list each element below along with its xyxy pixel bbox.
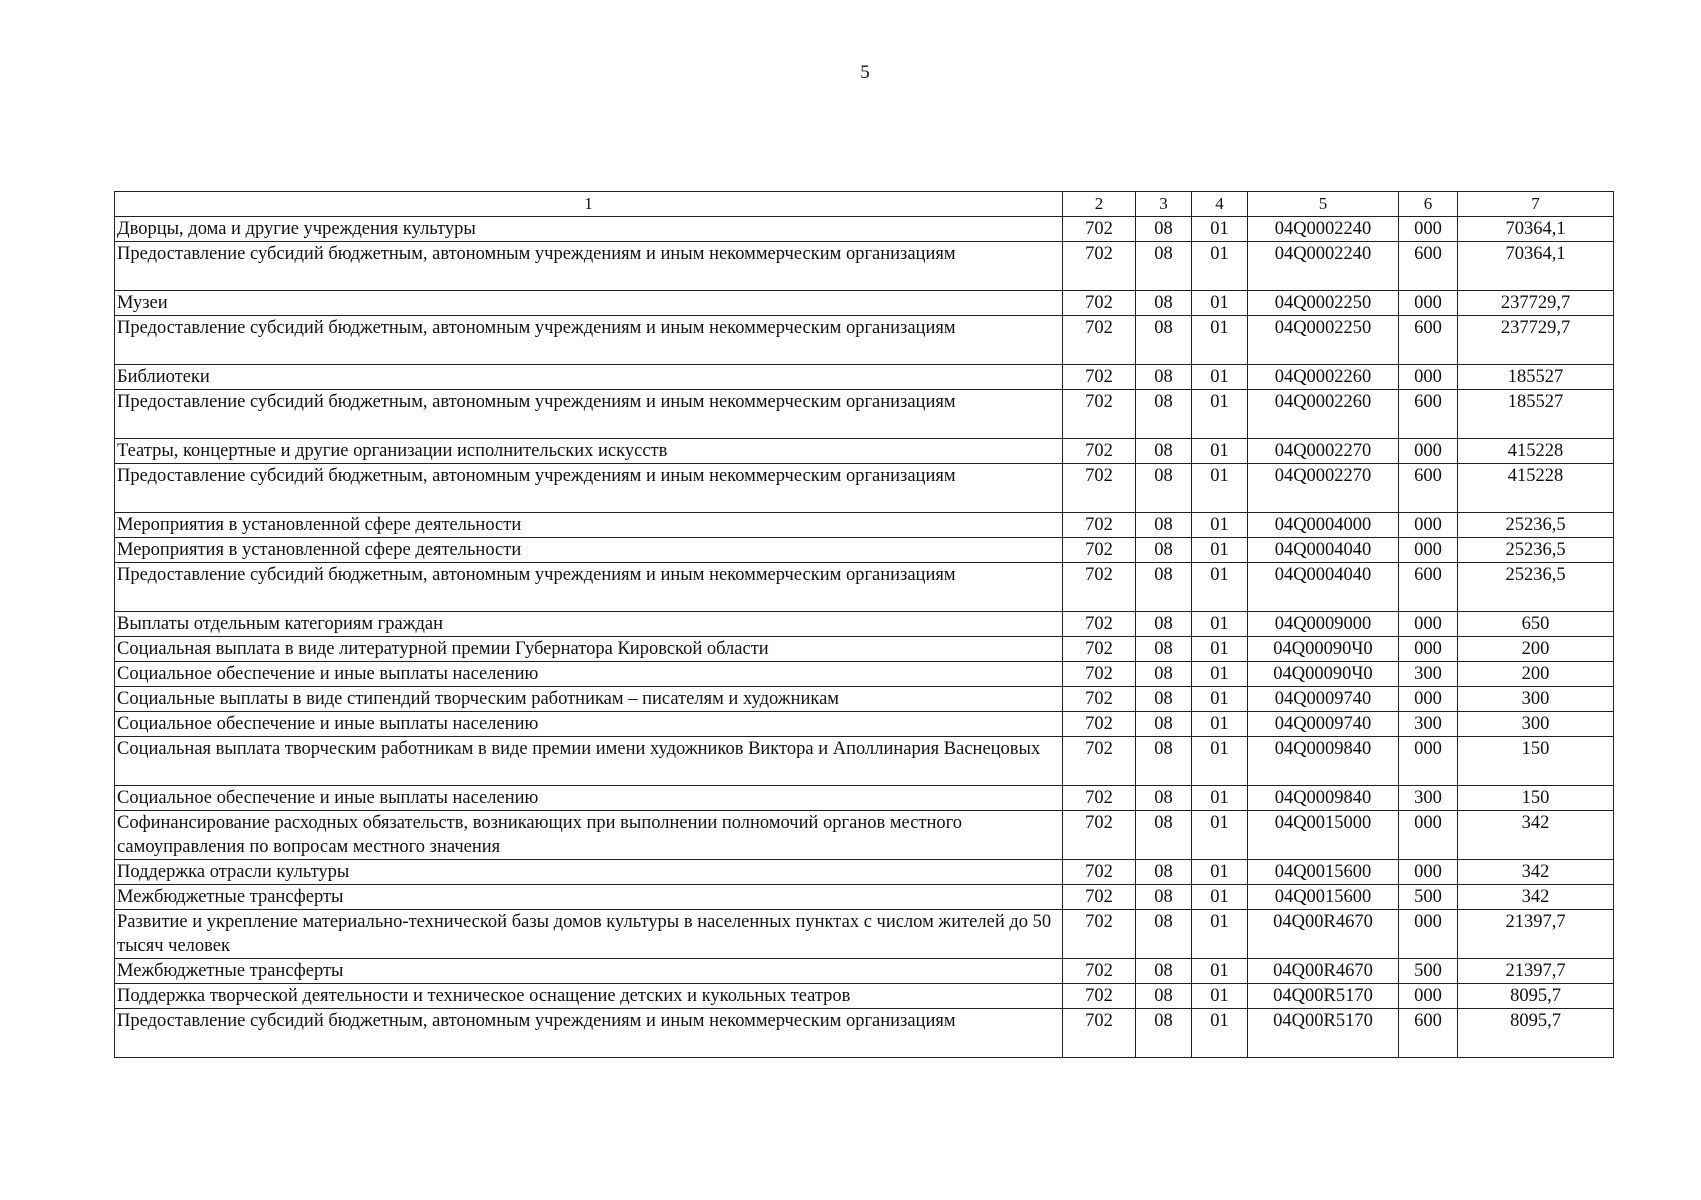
page-number: 5 <box>860 62 870 83</box>
header-cell: 3 <box>1136 192 1192 217</box>
amount-cell: 237729,7 <box>1458 316 1614 365</box>
table-row <box>115 662 1614 687</box>
expense-type-cell: 600 <box>1399 563 1458 612</box>
amount-cell: 70364,1 <box>1458 242 1614 291</box>
target-article-cell: 04Q0004040 <box>1248 563 1399 612</box>
item-name-cell: Поддержка отрасли культуры <box>115 860 1063 885</box>
amount-cell: 25236,5 <box>1458 563 1614 612</box>
ministry-code-cell: 702 <box>1063 687 1136 712</box>
section-code-cell: 08 <box>1136 563 1192 612</box>
table-row <box>115 786 1614 811</box>
ministry-code-cell: 702 <box>1063 737 1136 786</box>
expense-type-cell: 600 <box>1399 390 1458 439</box>
target-article-cell: 04Q00090Ч0 <box>1248 637 1399 662</box>
item-name-cell: Дворцы, дома и другие учреждения культуры <box>115 217 1063 242</box>
table-row <box>115 291 1614 316</box>
section-code-cell: 08 <box>1136 860 1192 885</box>
item-name-cell: Социальное обеспечение и иные выплаты населению <box>115 786 1063 811</box>
amount-cell: 21397,7 <box>1458 959 1614 984</box>
ministry-code-cell: 702 <box>1063 860 1136 885</box>
table-row <box>115 217 1614 242</box>
expense-type-cell: 000 <box>1399 687 1458 712</box>
target-article-cell: 04Q00090Ч0 <box>1248 662 1399 687</box>
ministry-code-cell: 702 <box>1063 563 1136 612</box>
ministry-code-cell: 702 <box>1063 538 1136 563</box>
amount-cell: 21397,7 <box>1458 910 1614 959</box>
target-article-cell: 04Q0009840 <box>1248 786 1399 811</box>
expense-type-cell: 500 <box>1399 885 1458 910</box>
item-name-cell: Мероприятия в установленной сфере деятельности <box>115 538 1063 563</box>
section-code-cell: 08 <box>1136 242 1192 291</box>
subsection-code-cell: 01 <box>1192 390 1248 439</box>
table-row <box>115 637 1614 662</box>
table-row <box>115 860 1614 885</box>
amount-cell: 8095,7 <box>1458 1009 1614 1058</box>
subsection-code-cell: 01 <box>1192 687 1248 712</box>
section-code-cell: 08 <box>1136 786 1192 811</box>
item-name-cell: Социальные выплаты в виде стипендий творческим работникам – писателям и художникам <box>115 687 1063 712</box>
table-row <box>115 316 1614 365</box>
target-article-cell: 04Q0002250 <box>1248 291 1399 316</box>
expense-type-cell: 000 <box>1399 984 1458 1009</box>
subsection-code-cell: 01 <box>1192 737 1248 786</box>
table-row <box>115 365 1614 390</box>
table-row <box>115 242 1614 291</box>
target-article-cell: 04Q0002240 <box>1248 217 1399 242</box>
amount-cell: 25236,5 <box>1458 513 1614 538</box>
ministry-code-cell: 702 <box>1063 910 1136 959</box>
item-name-cell: Музеи <box>115 291 1063 316</box>
item-name-cell: Библиотеки <box>115 365 1063 390</box>
table-header-row <box>115 192 1614 217</box>
subsection-code-cell: 01 <box>1192 439 1248 464</box>
item-name-cell: Развитие и укрепление материально-технической базы домов культуры в населенных пунктах с числом жителей до 50 тысяч человек <box>115 910 1063 959</box>
ministry-code-cell: 702 <box>1063 316 1136 365</box>
amount-cell: 8095,7 <box>1458 984 1614 1009</box>
subsection-code-cell: 01 <box>1192 612 1248 637</box>
amount-cell: 185527 <box>1458 365 1614 390</box>
table-row <box>115 612 1614 637</box>
amount-cell: 342 <box>1458 811 1614 860</box>
item-name-cell: Поддержка творческой деятельности и техническое оснащение детских и кукольных театров <box>115 984 1063 1009</box>
target-article-cell: 04Q0004000 <box>1248 513 1399 538</box>
amount-cell: 200 <box>1458 637 1614 662</box>
section-code-cell: 08 <box>1136 712 1192 737</box>
ministry-code-cell: 702 <box>1063 464 1136 513</box>
amount-cell: 342 <box>1458 860 1614 885</box>
section-code-cell: 08 <box>1136 464 1192 513</box>
budget-table <box>114 191 1614 1058</box>
subsection-code-cell: 01 <box>1192 538 1248 563</box>
table-row <box>115 885 1614 910</box>
item-name-cell: Предоставление субсидий бюджетным, автономным учреждениям и иным некоммерческим организациям <box>115 464 1063 513</box>
expense-type-cell: 300 <box>1399 662 1458 687</box>
subsection-code-cell: 01 <box>1192 563 1248 612</box>
header-cell: 1 <box>115 192 1063 217</box>
target-article-cell: 04Q00R4670 <box>1248 959 1399 984</box>
section-code-cell: 08 <box>1136 984 1192 1009</box>
section-code-cell: 08 <box>1136 637 1192 662</box>
section-code-cell: 08 <box>1136 737 1192 786</box>
item-name-cell: Мероприятия в установленной сфере деятельности <box>115 513 1063 538</box>
subsection-code-cell: 01 <box>1192 316 1248 365</box>
target-article-cell: 04Q0009000 <box>1248 612 1399 637</box>
expense-type-cell: 600 <box>1399 316 1458 365</box>
ministry-code-cell: 702 <box>1063 811 1136 860</box>
ministry-code-cell: 702 <box>1063 637 1136 662</box>
table-row <box>115 538 1614 563</box>
ministry-code-cell: 702 <box>1063 662 1136 687</box>
section-code-cell: 08 <box>1136 1009 1192 1058</box>
table-row <box>115 959 1614 984</box>
ministry-code-cell: 702 <box>1063 612 1136 637</box>
target-article-cell: 04Q0002270 <box>1248 439 1399 464</box>
item-name-cell: Театры, концертные и другие организации исполнительских искусств <box>115 439 1063 464</box>
amount-cell: 25236,5 <box>1458 538 1614 563</box>
expense-type-cell: 000 <box>1399 439 1458 464</box>
section-code-cell: 08 <box>1136 662 1192 687</box>
amount-cell: 300 <box>1458 712 1614 737</box>
item-name-cell: Предоставление субсидий бюджетным, автономным учреждениям и иным некоммерческим организациям <box>115 242 1063 291</box>
ministry-code-cell: 702 <box>1063 217 1136 242</box>
item-name-cell: Предоставление субсидий бюджетным, автономным учреждениям и иным некоммерческим организациям <box>115 390 1063 439</box>
amount-cell: 150 <box>1458 737 1614 786</box>
expense-type-cell: 000 <box>1399 612 1458 637</box>
subsection-code-cell: 01 <box>1192 637 1248 662</box>
subsection-code-cell: 01 <box>1192 242 1248 291</box>
subsection-code-cell: 01 <box>1192 860 1248 885</box>
expense-type-cell: 000 <box>1399 910 1458 959</box>
target-article-cell: 04Q0004040 <box>1248 538 1399 563</box>
section-code-cell: 08 <box>1136 811 1192 860</box>
expense-type-cell: 000 <box>1399 637 1458 662</box>
header-cell: 4 <box>1192 192 1248 217</box>
target-article-cell: 04Q0002260 <box>1248 390 1399 439</box>
ministry-code-cell: 702 <box>1063 390 1136 439</box>
subsection-code-cell: 01 <box>1192 959 1248 984</box>
target-article-cell: 04Q0009840 <box>1248 737 1399 786</box>
section-code-cell: 08 <box>1136 439 1192 464</box>
subsection-code-cell: 01 <box>1192 662 1248 687</box>
item-name-cell: Предоставление субсидий бюджетным, автономным учреждениям и иным некоммерческим организациям <box>115 563 1063 612</box>
item-name-cell: Межбюджетные трансферты <box>115 885 1063 910</box>
item-name-cell: Социальная выплата творческим работникам в виде премии имени художников Виктора и Аполлинария Васнецовых <box>115 737 1063 786</box>
section-code-cell: 08 <box>1136 291 1192 316</box>
table-row <box>115 712 1614 737</box>
ministry-code-cell: 702 <box>1063 439 1136 464</box>
subsection-code-cell: 01 <box>1192 786 1248 811</box>
table-row <box>115 513 1614 538</box>
header-cell: 5 <box>1248 192 1399 217</box>
section-code-cell: 08 <box>1136 959 1192 984</box>
subsection-code-cell: 01 <box>1192 365 1248 390</box>
expense-type-cell: 300 <box>1399 786 1458 811</box>
item-name-cell: Межбюджетные трансферты <box>115 959 1063 984</box>
expense-type-cell: 000 <box>1399 513 1458 538</box>
table-row <box>115 984 1614 1009</box>
amount-cell: 200 <box>1458 662 1614 687</box>
expense-type-cell: 600 <box>1399 1009 1458 1058</box>
ministry-code-cell: 702 <box>1063 291 1136 316</box>
expense-type-cell: 000 <box>1399 860 1458 885</box>
ministry-code-cell: 702 <box>1063 959 1136 984</box>
section-code-cell: 08 <box>1136 687 1192 712</box>
item-name-cell: Социальное обеспечение и иные выплаты населению <box>115 712 1063 737</box>
section-code-cell: 08 <box>1136 538 1192 563</box>
amount-cell: 70364,1 <box>1458 217 1614 242</box>
amount-cell: 342 <box>1458 885 1614 910</box>
header-cell: 7 <box>1458 192 1614 217</box>
expense-type-cell: 000 <box>1399 217 1458 242</box>
section-code-cell: 08 <box>1136 316 1192 365</box>
expense-type-cell: 000 <box>1399 365 1458 390</box>
target-article-cell: 04Q0009740 <box>1248 712 1399 737</box>
section-code-cell: 08 <box>1136 365 1192 390</box>
section-code-cell: 08 <box>1136 513 1192 538</box>
target-article-cell: 04Q0002270 <box>1248 464 1399 513</box>
ministry-code-cell: 702 <box>1063 712 1136 737</box>
subsection-code-cell: 01 <box>1192 712 1248 737</box>
table-row <box>115 687 1614 712</box>
expense-type-cell: 300 <box>1399 712 1458 737</box>
item-name-cell: Предоставление субсидий бюджетным, автономным учреждениям и иным некоммерческим организациям <box>115 1009 1063 1058</box>
item-name-cell: Социальная выплата в виде литературной премии Губернатора Кировской области <box>115 637 1063 662</box>
section-code-cell: 08 <box>1136 217 1192 242</box>
table-row <box>115 737 1614 786</box>
table-row <box>115 390 1614 439</box>
subsection-code-cell: 01 <box>1192 464 1248 513</box>
item-name-cell: Предоставление субсидий бюджетным, автономным учреждениям и иным некоммерческим организациям <box>115 316 1063 365</box>
table-row <box>115 439 1614 464</box>
target-article-cell: 04Q00R5170 <box>1248 1009 1399 1058</box>
target-article-cell: 04Q0015600 <box>1248 885 1399 910</box>
table-row <box>115 1009 1614 1058</box>
header-cell: 2 <box>1063 192 1136 217</box>
expense-type-cell: 500 <box>1399 959 1458 984</box>
target-article-cell: 04Q0015600 <box>1248 860 1399 885</box>
target-article-cell: 04Q00R5170 <box>1248 984 1399 1009</box>
expense-type-cell: 000 <box>1399 811 1458 860</box>
target-article-cell: 04Q00R4670 <box>1248 910 1399 959</box>
target-article-cell: 04Q0009740 <box>1248 687 1399 712</box>
expense-type-cell: 600 <box>1399 242 1458 291</box>
target-article-cell: 04Q0002260 <box>1248 365 1399 390</box>
amount-cell: 150 <box>1458 786 1614 811</box>
table-row <box>115 910 1614 959</box>
table-row <box>115 464 1614 513</box>
section-code-cell: 08 <box>1136 910 1192 959</box>
subsection-code-cell: 01 <box>1192 513 1248 538</box>
subsection-code-cell: 01 <box>1192 1009 1248 1058</box>
subsection-code-cell: 01 <box>1192 217 1248 242</box>
amount-cell: 185527 <box>1458 390 1614 439</box>
table-row <box>115 811 1614 860</box>
ministry-code-cell: 702 <box>1063 365 1136 390</box>
subsection-code-cell: 01 <box>1192 910 1248 959</box>
ministry-code-cell: 702 <box>1063 984 1136 1009</box>
ministry-code-cell: 702 <box>1063 885 1136 910</box>
item-name-cell: Софинансирование расходных обязательств, возникающих при выполнении полномочий органов местного самоуправления по вопросам местного значения <box>115 811 1063 860</box>
amount-cell: 415228 <box>1458 439 1614 464</box>
expense-type-cell: 000 <box>1399 538 1458 563</box>
expense-type-cell: 600 <box>1399 464 1458 513</box>
amount-cell: 650 <box>1458 612 1614 637</box>
target-article-cell: 04Q0002250 <box>1248 316 1399 365</box>
table-row <box>115 563 1614 612</box>
section-code-cell: 08 <box>1136 612 1192 637</box>
section-code-cell: 08 <box>1136 390 1192 439</box>
subsection-code-cell: 01 <box>1192 984 1248 1009</box>
amount-cell: 237729,7 <box>1458 291 1614 316</box>
subsection-code-cell: 01 <box>1192 291 1248 316</box>
amount-cell: 300 <box>1458 687 1614 712</box>
target-article-cell: 04Q0002240 <box>1248 242 1399 291</box>
expense-type-cell: 000 <box>1399 737 1458 786</box>
item-name-cell: Выплаты отдельным категориям граждан <box>115 612 1063 637</box>
target-article-cell: 04Q0015000 <box>1248 811 1399 860</box>
ministry-code-cell: 702 <box>1063 513 1136 538</box>
subsection-code-cell: 01 <box>1192 885 1248 910</box>
ministry-code-cell: 702 <box>1063 786 1136 811</box>
header-cell: 6 <box>1399 192 1458 217</box>
ministry-code-cell: 702 <box>1063 1009 1136 1058</box>
item-name-cell: Социальное обеспечение и иные выплаты населению <box>115 662 1063 687</box>
ministry-code-cell: 702 <box>1063 242 1136 291</box>
expense-type-cell: 000 <box>1399 291 1458 316</box>
subsection-code-cell: 01 <box>1192 811 1248 860</box>
section-code-cell: 08 <box>1136 885 1192 910</box>
amount-cell: 415228 <box>1458 464 1614 513</box>
